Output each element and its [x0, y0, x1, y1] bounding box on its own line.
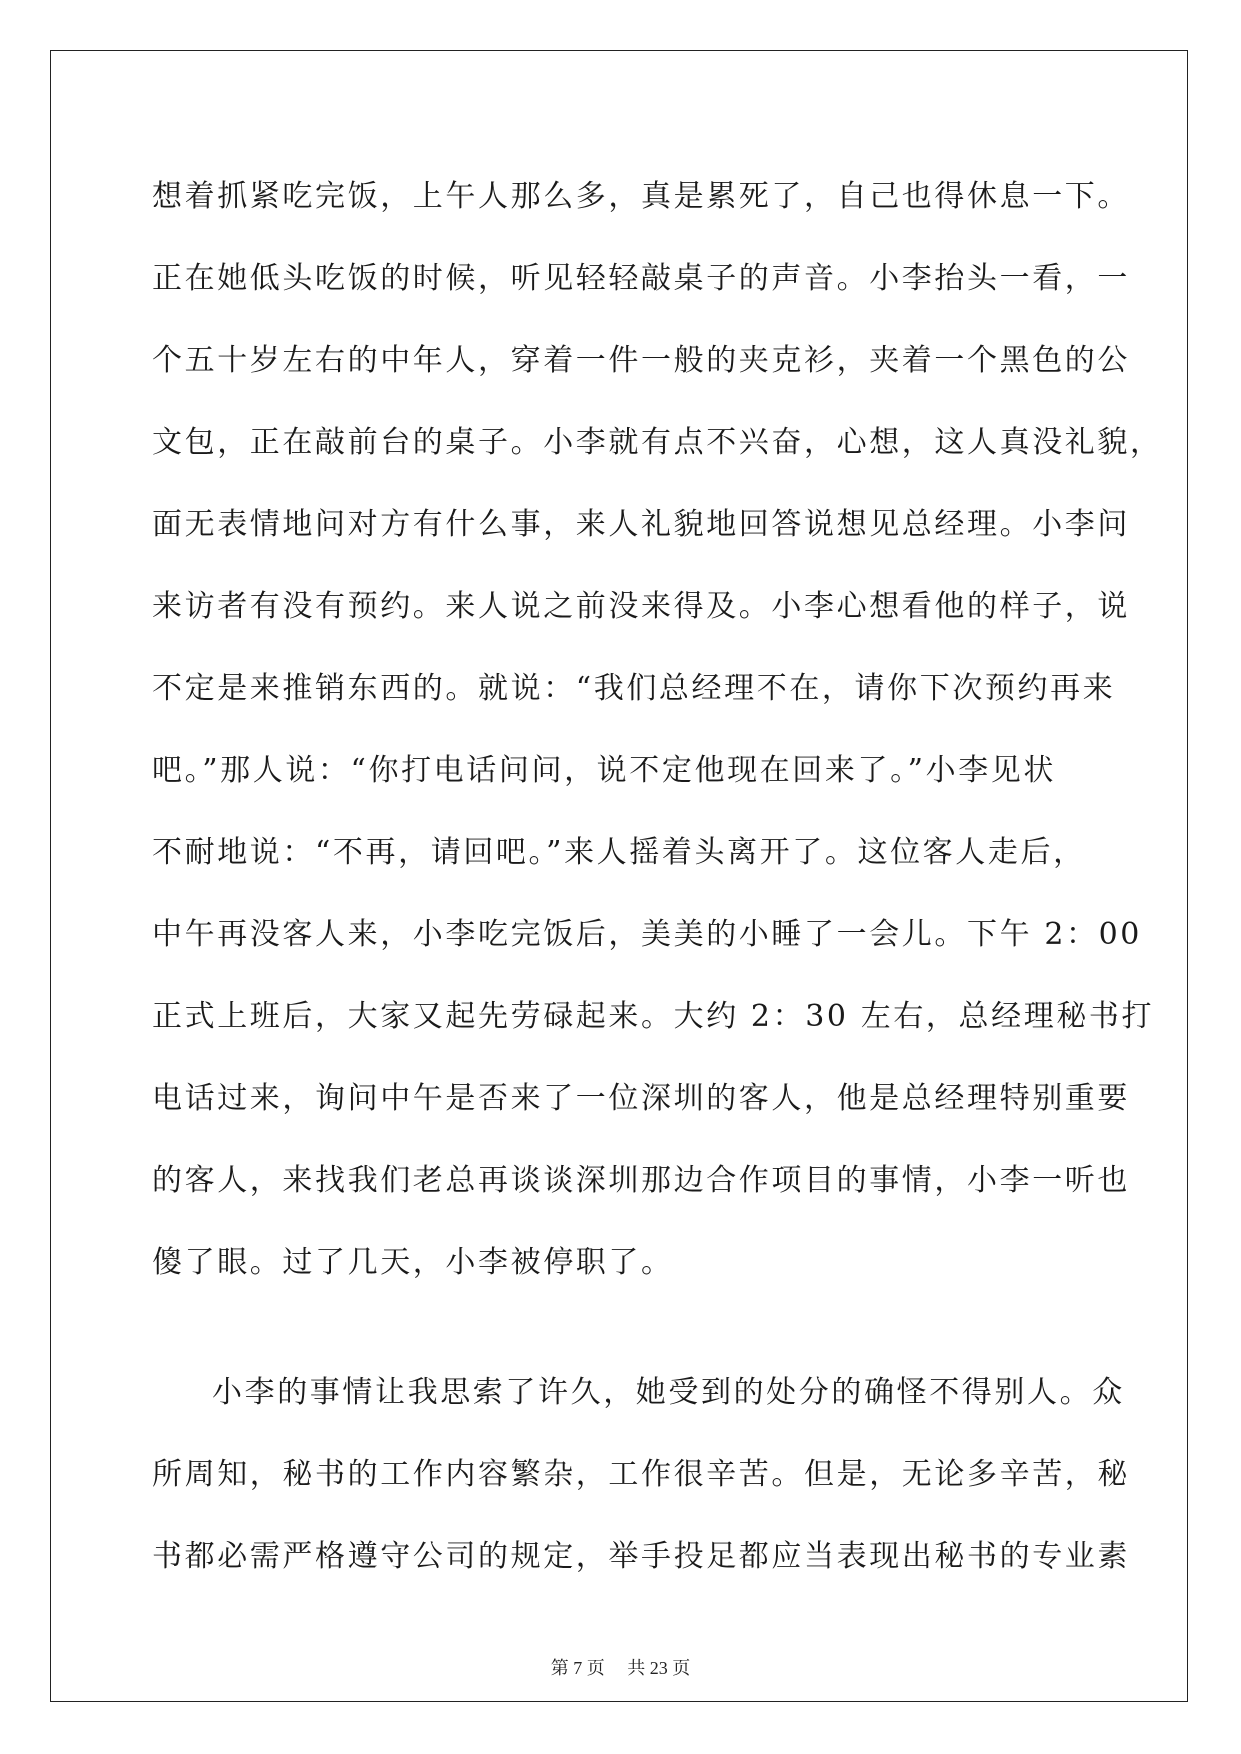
text-line: 吧。”那人说：“你打电话问问，说不定他现在回来了。”小李见状: [152, 753, 1057, 788]
text-line: 电话过来，询问中午是否来了一位深圳的客人，他是总经理特别重要: [152, 1081, 1130, 1116]
text-line: 的客人，来找我们老总再谈谈深圳那边合作项目的事情，小李一听也: [152, 1163, 1130, 1198]
text-line: 傻了眼。过了几天，小李被停职了。: [152, 1245, 674, 1280]
text-line: 文包，正在敲前台的桌子。小李就有点不兴奋，心想，这人真没礼貌，: [152, 425, 1163, 460]
text-line: 所周知，秘书的工作内容繁杂，工作很辛苦。但是，无论多辛苦，秘: [152, 1457, 1130, 1492]
text-line: 中午再没客人来，小李吃完饭后，美美的小睡了一会儿。下午 2：00: [152, 917, 1142, 952]
text-line: 正在她低头吃饭的时候，听见轻轻敲桌子的声音。小李抬头一看，一: [152, 261, 1130, 296]
page-footer: [0, 1654, 1241, 1680]
text-line: 来访者有没有预约。来人说之前没来得及。小李心想看他的样子，说: [152, 589, 1130, 624]
text-line: 正式上班后，大家又起先劳碌起来。大约 2：30 左右，总经理秘书打: [152, 999, 1155, 1034]
text-line: 不耐地说：“不再，请回吧。”来人摇着头离开了。这位客人走后，: [152, 835, 1086, 870]
paragraph-gap: [152, 1304, 1092, 1352]
text-line: 小李的事情让我思索了许久，她受到的处分的确怪不得别人。众: [212, 1375, 1125, 1410]
page-number: 第 7 页: [550, 1658, 605, 1678]
text-line: 面无表情地问对方有什么事，来人礼貌地回答说想见总经理。小李问: [152, 507, 1130, 542]
document-body: [152, 156, 1163, 1598]
text-line: 想着抓紧吃完饭，上午人那么多，真是累死了，自己也得休息一下。: [152, 179, 1130, 214]
text-line: 书都必需严格遵守公司的规定，举手投足都应当表现出秘书的专业素: [152, 1539, 1130, 1574]
text-line: 个五十岁左右的中年人，穿着一件一般的夹克衫，夹着一个黑色的公: [152, 343, 1130, 378]
text-line: 不定是来推销东西的。就说：“我们总经理不在，请你下次预约再来: [152, 671, 1116, 706]
page-total: 共 23 页: [627, 1658, 691, 1678]
